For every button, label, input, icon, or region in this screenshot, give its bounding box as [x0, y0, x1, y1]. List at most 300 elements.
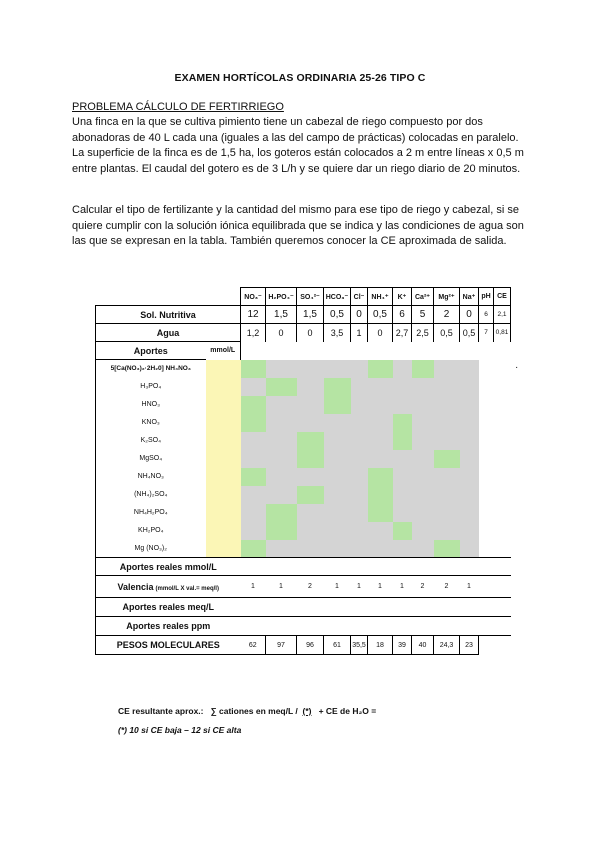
valencia-title: Valencia — [117, 581, 154, 592]
mmol-label: mmol/L — [210, 347, 236, 355]
sol-nutritiva-value: 0 — [460, 306, 479, 324]
blank-cell — [241, 558, 266, 576]
blank-cell — [460, 342, 479, 360]
empty-cell — [412, 540, 434, 558]
fertilizer-row — [96, 522, 511, 540]
fertilizer-row — [96, 540, 511, 558]
fertilizer-row — [96, 360, 511, 378]
blank-cell — [479, 576, 494, 598]
agua-value: 2,7 — [393, 324, 412, 342]
valencia-label — [96, 576, 241, 598]
contribution-cell — [412, 360, 434, 378]
ion-header: Mg²⁺ — [434, 288, 460, 306]
contribution-cell — [266, 504, 297, 522]
pesos-moleculares-row — [96, 636, 511, 655]
blank-cell — [266, 598, 297, 617]
contribution-cell — [266, 378, 297, 396]
empty-cell — [412, 468, 434, 486]
blank-cell — [393, 617, 412, 636]
blank-cell — [494, 486, 511, 504]
peso-molecular-value: 39 — [393, 636, 412, 655]
aportes-mmol-label: Aportes reales mmol/L — [96, 558, 241, 576]
contribution-cell — [434, 450, 460, 468]
blank-cell — [494, 360, 511, 378]
agua-row — [96, 324, 511, 342]
empty-cell — [351, 522, 368, 540]
empty-cell — [241, 450, 266, 468]
contribution-cell — [266, 522, 297, 540]
agua-label: Agua — [96, 324, 241, 342]
blank-cell — [460, 598, 479, 617]
sol-nutritiva-value: 1,5 — [297, 306, 324, 324]
valencia-value: 2 — [434, 576, 460, 598]
empty-cell — [351, 414, 368, 432]
agua-value: 0,5 — [460, 324, 479, 342]
aportes-label: Aportes — [96, 342, 206, 360]
blank-cell — [479, 468, 494, 486]
empty-cell — [266, 450, 297, 468]
empty-cell — [297, 540, 324, 558]
empty-cell — [241, 432, 266, 450]
fertilizer-row — [96, 396, 511, 414]
sol-nutritiva-value: 0,5 — [324, 306, 351, 324]
blank-cell — [479, 360, 494, 378]
valencia-value: 1 — [368, 576, 393, 598]
valencia-value: 1 — [324, 576, 351, 598]
blank-cell — [412, 342, 434, 360]
ion-header: HCO₃⁻ — [324, 288, 351, 306]
empty-cell — [324, 468, 351, 486]
blank-cell — [479, 450, 494, 468]
peso-molecular-value: 18 — [368, 636, 393, 655]
fertilizer-name: MgSO₄ — [96, 450, 206, 468]
blank-cell — [494, 432, 511, 450]
blank-cell — [479, 378, 494, 396]
contribution-cell — [368, 360, 393, 378]
aportes-ppm-label: Aportes reales ppm — [96, 617, 241, 636]
contribution-cell — [393, 432, 412, 450]
blank-cell — [494, 636, 511, 655]
empty-cell — [393, 540, 412, 558]
fertilizer-name: K₂SO₄ — [96, 432, 206, 450]
empty-cell — [351, 486, 368, 504]
empty-cell — [393, 468, 412, 486]
fertilizer-name: (NH₄)₂SO₄ — [96, 486, 206, 504]
stray-dot: · — [515, 362, 519, 373]
sol-nutritiva-value: 1,5 — [266, 306, 297, 324]
ce-factor: (*) — [302, 706, 312, 716]
blank-cell — [494, 540, 511, 558]
contribution-cell — [434, 540, 460, 558]
empty-cell — [434, 468, 460, 486]
empty-cell — [460, 396, 479, 414]
blank-cell — [494, 342, 511, 360]
blank-cell — [393, 342, 412, 360]
blank-cell — [368, 342, 393, 360]
empty-cell — [324, 414, 351, 432]
valencia-value: 1 — [351, 576, 368, 598]
solucion-nutritiva-row — [96, 306, 511, 324]
contribution-cell — [324, 378, 351, 396]
empty-cell — [412, 486, 434, 504]
fertilizer-mmol-input — [206, 504, 241, 522]
agua-value: 3,5 — [324, 324, 351, 342]
contribution-cell — [393, 522, 412, 540]
agua-value: 1,2 — [241, 324, 266, 342]
blank-cell — [324, 617, 351, 636]
empty-cell — [351, 396, 368, 414]
blank-cell — [368, 598, 393, 617]
ce-water: + CE de H₂O = — [318, 706, 377, 716]
fertilizer-name: NH₄NO₃ — [96, 468, 206, 486]
sol-nutritiva-value: 2 — [434, 306, 460, 324]
blank-cell — [494, 450, 511, 468]
fertilizer-row — [96, 450, 511, 468]
fertilizer-name: 5[Ca(NO₃)₂·2H₂0] NH₄NO₃ — [96, 360, 206, 378]
fertilizer-name: KH₂PO₄ — [96, 522, 206, 540]
blank-cell — [479, 432, 494, 450]
empty-cell — [368, 414, 393, 432]
ion-header: Ca²⁺ — [412, 288, 434, 306]
empty-cell — [351, 450, 368, 468]
empty-cell — [351, 468, 368, 486]
empty-cell — [412, 450, 434, 468]
agua-value: 7 — [479, 324, 494, 342]
ion-header: SO₄²⁻ — [297, 288, 324, 306]
blank-cell — [434, 598, 460, 617]
fertilizer-row — [96, 468, 511, 486]
aportes-header-row — [96, 342, 511, 360]
empty-cell — [412, 504, 434, 522]
aportes-reales-ppm-row — [96, 617, 511, 636]
valencia-subtitle: (mmol/L X val.= meq/l) — [155, 585, 219, 592]
ce-cations: ∑ cationes en meq/L / — [210, 706, 298, 716]
ce-formula — [118, 706, 376, 716]
blank-cell — [479, 396, 494, 414]
peso-molecular-value: 40 — [412, 636, 434, 655]
contribution-cell — [324, 396, 351, 414]
empty-cell — [434, 360, 460, 378]
empty-cell — [434, 432, 460, 450]
empty-cell — [412, 378, 434, 396]
valencia-value: 1 — [460, 576, 479, 598]
contribution-cell — [241, 396, 266, 414]
contribution-cell — [393, 414, 412, 432]
blank-cell — [494, 504, 511, 522]
contribution-cell — [297, 450, 324, 468]
fertilizer-name: NH₄H₂PO₄ — [96, 504, 206, 522]
problem-question: Calcular el tipo de fertilizante y la cantidad del mismo para ese tipo de riego y cabezal, si se quiere cumplir con la solución iónica equilibrada que se indica y las condiciones de agua son las que se expresan en la tabla. También queremos conocer la CE aproximada de salida. — [72, 204, 524, 247]
empty-cell — [324, 486, 351, 504]
aportes-meq-label: Aportes reales meq/L — [96, 598, 241, 617]
blank-cell — [412, 598, 434, 617]
fertilizer-row — [96, 432, 511, 450]
empty-cell — [460, 504, 479, 522]
fertilizer-mmol-input — [206, 360, 241, 378]
fertilizer-row — [96, 414, 511, 432]
blank-cell — [393, 558, 412, 576]
ce-label: CE resultante aprox.: — [118, 706, 204, 716]
empty-cell — [434, 522, 460, 540]
blank-cell — [324, 598, 351, 617]
empty-cell — [412, 432, 434, 450]
blank-cell — [368, 617, 393, 636]
empty-cell — [460, 360, 479, 378]
empty-cell — [434, 414, 460, 432]
sol-nutritiva-label: Sol. Nutritiva — [96, 306, 241, 324]
empty-cell — [393, 450, 412, 468]
contribution-cell — [368, 486, 393, 504]
blank-cell — [494, 396, 511, 414]
empty-cell — [266, 486, 297, 504]
empty-cell — [297, 360, 324, 378]
problem-statement: Una finca en la que se cultiva pimiento tiene un cabezal de riego compuesto por dos abonadoras de 40 L cada una (iguales a las del campo de prácticas) colocadas en paralelo. La superficie de la finca es de 1,5 ha, los goteros están colocados a 2 m entre líneas x 0,5 m entre plantas. El caudal del gotero es de 3 L/h y se quiere dar un riego diario de 20 minutos. — [72, 116, 524, 175]
empty-cell — [324, 432, 351, 450]
empty-cell — [434, 396, 460, 414]
empty-cell — [351, 540, 368, 558]
blank-cell — [351, 342, 368, 360]
blank-cell — [297, 617, 324, 636]
empty-cell — [297, 396, 324, 414]
blank-cell — [368, 558, 393, 576]
blank-cell — [351, 617, 368, 636]
aportes-reales-mmol-row — [96, 558, 511, 576]
fertilizer-row — [96, 504, 511, 522]
blank-cell — [351, 598, 368, 617]
empty-cell — [297, 378, 324, 396]
blank-cell — [297, 598, 324, 617]
blank-cell — [266, 558, 297, 576]
empty-cell — [324, 540, 351, 558]
fertilizer-name: KNO₃ — [96, 414, 206, 432]
blank-cell — [351, 558, 368, 576]
fertilizer-mmol-input — [206, 468, 241, 486]
empty-cell — [266, 396, 297, 414]
sol-nutritiva-value: 5 — [412, 306, 434, 324]
empty-cell — [460, 540, 479, 558]
empty-cell — [460, 414, 479, 432]
empty-cell — [351, 432, 368, 450]
agua-value: 0 — [266, 324, 297, 342]
peso-molecular-value: 96 — [297, 636, 324, 655]
empty-cell — [266, 360, 297, 378]
blank-cell — [460, 558, 479, 576]
ion-header: NO₃⁻ — [241, 288, 266, 306]
agua-value: 0 — [297, 324, 324, 342]
ion-header: Na⁺ — [460, 288, 479, 306]
contribution-cell — [241, 468, 266, 486]
ion-header: K⁺ — [393, 288, 412, 306]
blank-cell — [479, 540, 494, 558]
empty-cell — [434, 378, 460, 396]
empty-cell — [434, 504, 460, 522]
empty-cell — [368, 522, 393, 540]
empty-cell — [297, 414, 324, 432]
agua-value: 0,5 — [434, 324, 460, 342]
empty-cell — [324, 450, 351, 468]
empty-cell — [434, 486, 460, 504]
pesos-label: PESOS MOLECULARES — [96, 636, 241, 655]
empty-cell — [393, 504, 412, 522]
fertigation-table — [95, 287, 511, 655]
ion-header: H₂PO₄⁻ — [266, 288, 297, 306]
contribution-cell — [297, 432, 324, 450]
blank-cell — [460, 617, 479, 636]
empty-cell — [297, 522, 324, 540]
blank-cell — [266, 342, 297, 360]
agua-value: 1 — [351, 324, 368, 342]
fertilizer-mmol-input — [206, 432, 241, 450]
fertilizer-name: HNO₃ — [96, 396, 206, 414]
sol-nutritiva-value: 0 — [351, 306, 368, 324]
sol-nutritiva-value: 6 — [479, 306, 494, 324]
valencia-value: 1 — [241, 576, 266, 598]
ion-header: pH — [479, 288, 494, 306]
empty-cell — [393, 378, 412, 396]
empty-cell — [393, 396, 412, 414]
empty-cell — [460, 432, 479, 450]
sol-nutritiva-value: 6 — [393, 306, 412, 324]
blank-cell — [479, 414, 494, 432]
sol-nutritiva-value: 0,5 — [368, 306, 393, 324]
peso-molecular-value: 97 — [266, 636, 297, 655]
contribution-cell — [241, 540, 266, 558]
empty-cell — [324, 360, 351, 378]
blank-cell — [494, 378, 511, 396]
empty-cell — [266, 540, 297, 558]
valencia-row — [96, 576, 511, 598]
empty-cell — [412, 396, 434, 414]
blank-cell — [479, 558, 494, 576]
empty-cell — [266, 468, 297, 486]
empty-cell — [393, 486, 412, 504]
contribution-cell — [368, 504, 393, 522]
blank-cell — [494, 598, 511, 617]
table-header-row — [96, 288, 511, 306]
aportes-reales-meq-row — [96, 598, 511, 617]
blank-cell — [479, 486, 494, 504]
blank-cell — [434, 342, 460, 360]
empty-cell — [297, 468, 324, 486]
fertilizer-mmol-input — [206, 486, 241, 504]
empty-cell — [266, 432, 297, 450]
contribution-cell — [241, 414, 266, 432]
blank-cell — [434, 558, 460, 576]
valencia-value: 1 — [393, 576, 412, 598]
blank-cell — [412, 558, 434, 576]
empty-cell — [368, 450, 393, 468]
blank-cell — [479, 504, 494, 522]
fertilizer-mmol-input — [206, 450, 241, 468]
blank-cell — [494, 617, 511, 636]
header-blank — [96, 288, 206, 306]
blank-cell — [494, 522, 511, 540]
blank-cell — [434, 617, 460, 636]
empty-cell — [368, 378, 393, 396]
blank-cell — [412, 617, 434, 636]
contribution-cell — [241, 360, 266, 378]
sol-nutritiva-value: 12 — [241, 306, 266, 324]
problem-title: PROBLEMA CÁLCULO DE FERTIRRIEGO — [72, 101, 284, 113]
fertilizer-row — [96, 378, 511, 396]
valencia-value: 2 — [412, 576, 434, 598]
empty-cell — [241, 522, 266, 540]
fertilizer-mmol-input — [206, 414, 241, 432]
fertilizer-name: H₃PO₄ — [96, 378, 206, 396]
empty-cell — [460, 486, 479, 504]
ion-header: NH₄⁺ — [368, 288, 393, 306]
blank-cell — [479, 636, 494, 655]
ion-header: Cl⁻ — [351, 288, 368, 306]
empty-cell — [368, 396, 393, 414]
contribution-cell — [368, 468, 393, 486]
blank-cell — [494, 576, 511, 598]
peso-molecular-value: 23 — [460, 636, 479, 655]
peso-molecular-value: 35,5 — [351, 636, 368, 655]
fertilizer-name: Mg (NO₃)₂ — [96, 540, 206, 558]
empty-cell — [297, 504, 324, 522]
empty-cell — [460, 450, 479, 468]
agua-value: 0 — [368, 324, 393, 342]
empty-cell — [460, 378, 479, 396]
valencia-value: 1 — [266, 576, 297, 598]
header-blank — [206, 288, 241, 306]
fertilizer-mmol-input — [206, 540, 241, 558]
fertilizer-mmol-input — [206, 378, 241, 396]
empty-cell — [460, 522, 479, 540]
empty-cell — [241, 486, 266, 504]
valencia-value: 2 — [297, 576, 324, 598]
blank-cell — [297, 342, 324, 360]
blank-cell — [479, 522, 494, 540]
blank-cell — [241, 617, 266, 636]
agua-value: 0,81 — [494, 324, 511, 342]
exam-title: EXAMEN HORTÍCOLAS ORDINARIA 25-26 TIPO C — [174, 72, 426, 84]
empty-cell — [351, 504, 368, 522]
fertilizer-row — [96, 486, 511, 504]
blank-cell — [324, 342, 351, 360]
blank-cell — [324, 558, 351, 576]
blank-cell — [241, 598, 266, 617]
blank-cell — [241, 342, 266, 360]
empty-cell — [324, 504, 351, 522]
empty-cell — [241, 504, 266, 522]
empty-cell — [460, 468, 479, 486]
blank-cell — [297, 558, 324, 576]
empty-cell — [266, 414, 297, 432]
fertilizer-mmol-input — [206, 396, 241, 414]
ion-header: CE — [494, 288, 511, 306]
peso-molecular-value: 61 — [324, 636, 351, 655]
blank-cell — [494, 558, 511, 576]
blank-cell — [494, 414, 511, 432]
blank-cell — [479, 617, 494, 636]
empty-cell — [412, 414, 434, 432]
empty-cell — [368, 432, 393, 450]
empty-cell — [368, 540, 393, 558]
fertilizer-mmol-input — [206, 522, 241, 540]
agua-value: 2,5 — [412, 324, 434, 342]
blank-cell — [266, 617, 297, 636]
peso-molecular-value: 24,3 — [434, 636, 460, 655]
contribution-cell — [297, 486, 324, 504]
blank-cell — [479, 598, 494, 617]
ce-note: (*) 10 si CE baja – 12 si CE alta — [118, 725, 242, 735]
empty-cell — [412, 522, 434, 540]
blank-cell — [494, 468, 511, 486]
empty-cell — [393, 360, 412, 378]
empty-cell — [241, 378, 266, 396]
